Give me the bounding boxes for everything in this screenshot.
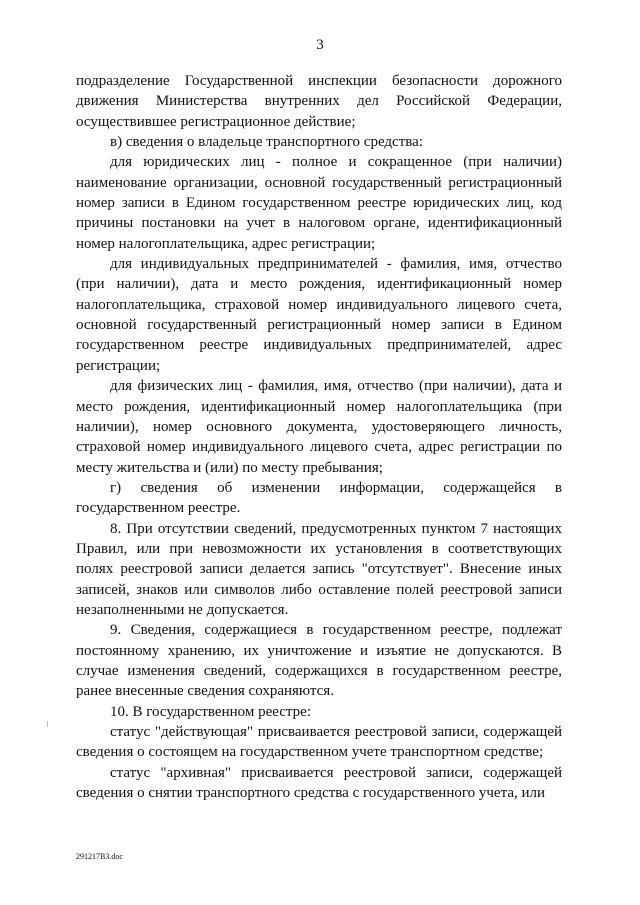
document-body: [76, 71, 562, 803]
paragraph-3: для юридических лиц - полное и сокращенное (при наличии) наименование организации, основной государственный регистрационный номер записи в Едином государственном реестре юридических лиц, код причины постановки на учет в налоговом органе, идентификационный номер налогоплательщика, адрес регистрации;: [76, 154, 562, 252]
paragraph-9: 10. В государственном реестре:: [110, 703, 311, 720]
document-filename: 291217В3.doc: [76, 852, 123, 861]
paragraph-5: для физических лиц - фамилия, имя, отчество (при наличии), дата и место рождения, идентификационный номер налогоплательщика (при наличии), номер основного документа, удостоверяющего личность, страховой номер индивидуального лицевого счета, адрес регистрации по месту жительства и (или) по месту пребывания;: [76, 378, 562, 476]
paragraph-8: 9. Сведения, содержащиеся в государственном реестре, подлежат постоянному хранению, их уничтожение и изъятие не допускаются. В случае изменения сведений, содержащихся в государственном реестре, ранее внесенные сведения сохраняются.: [76, 622, 562, 700]
paragraph-11: статус "архивная" присваивается реестровой записи, содержащей сведения о снятии транспортного средства с государственного учета, или: [76, 764, 562, 802]
paragraph-4: для индивидуальных предпринимателей - фамилия, имя, отчество (при наличии), дата и место рождения, идентификационный номер налогоплательщика, страховой номер индивидуального лицевого счета, основной государственный регистрационный номер записи в Едином государственном реестре индивидуальных предпринимателей, адрес регистрации;: [76, 256, 562, 374]
paragraph-6: г) сведения об изменении информации, содержащейся в государственном реестре.: [76, 479, 562, 517]
margin-mark: [47, 721, 48, 727]
paragraph-7: 8. При отсутствии сведений, предусмотренных пунктом 7 настоящих Правил, или при невозможности их установления в соответствующих полях реестровой записи делается запись "отсутствует". Внесение иных записей, знаков или символов либо оставление полей реестровой записи незаполненными не допускается.: [76, 520, 562, 618]
page-number: 3: [316, 37, 324, 53]
paragraph-1: подразделение Государственной инспекции безопасности дорожного движения Министерства внутренних дел Российской Федерации, осуществившее регистрационное действие;: [76, 73, 562, 130]
paragraph-2: в) сведения о владельце транспортного средства:: [110, 134, 423, 151]
paragraph-10: статус "действующая" присваивается реестровой записи, содержащей сведения о состоящем на государственном учете транспортном средстве;: [76, 724, 562, 761]
